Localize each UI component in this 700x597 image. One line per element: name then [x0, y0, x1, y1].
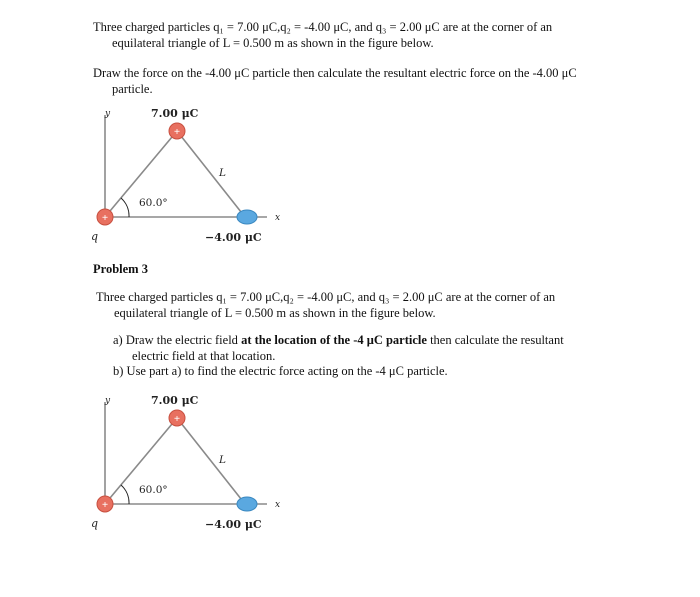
top-charge-label: 7.00 μC: [151, 394, 199, 407]
part-a-prefix: a) Draw the electric field: [113, 333, 242, 347]
problem2-task-line2: particle.: [112, 82, 153, 96]
plus-sign-top: +: [173, 126, 181, 138]
plus-sign-left: +: [101, 212, 109, 224]
triangle-diagram-2: [85, 387, 305, 537]
q-label: q: [91, 517, 99, 530]
problem3-part-b: b) Use part a) to find the electric force acting on the -4 μC particle.: [113, 364, 448, 378]
part-a-bold: at the location of the -4 μC particle: [241, 333, 427, 347]
problem2-task-line1: Draw the force on the -4.00 μC particle then calculate the resultant electric force on the -4.00 μC: [93, 66, 577, 80]
angle-label: 60.0°: [139, 484, 168, 496]
angle-arc: [121, 198, 129, 217]
right-charge-label: −4.00 μC: [205, 518, 262, 531]
q-label: q: [91, 230, 99, 243]
x-axis-label: x: [275, 500, 281, 510]
angle-arc: [121, 485, 129, 504]
x-axis-label: x: [275, 213, 281, 223]
right-charge-label: −4.00 μC: [205, 231, 262, 244]
triangle-right-side: [177, 131, 245, 217]
triangle-diagram-1: [85, 100, 305, 250]
top-charge-label: 7.00 μC: [151, 107, 199, 120]
triangle-figure-2: [85, 387, 305, 537]
problem3-intro-line1: Three charged particles q₁ = 7.00 μC,q₂ = -4.00 μC, and q₃ = 2.00 μC are at the corner of an: [96, 290, 556, 304]
charge-right-negative: [237, 210, 257, 224]
y-axis-label: y: [105, 396, 111, 406]
problem3-heading: Problem 3: [93, 262, 148, 276]
triangle-figure-1: [85, 100, 305, 250]
plus-sign-top: +: [173, 413, 181, 425]
angle-label: 60.0°: [139, 197, 168, 209]
problem2-intro-line2: equilateral triangle of L = 0.500 m as shown in the figure below.: [112, 36, 434, 50]
problem2-intro-line1: Three charged particles q₁ = 7.00 μC,q₂ = -4.00 μC, and q₃ = 2.00 μC are at the corner of an: [93, 20, 553, 34]
problem3-intro-line2: equilateral triangle of L = 0.500 m as shown in the figure below.: [114, 306, 436, 320]
side-length-label: L: [219, 454, 226, 466]
plus-sign-left: +: [101, 499, 109, 511]
side-length-label: L: [219, 167, 226, 179]
problem3-part-a-line2: electric field at that location.: [132, 349, 276, 363]
part-a-suffix: then calculate the resultant: [426, 333, 564, 347]
charge-right-negative: [237, 497, 257, 511]
problem3-part-a-line1: [113, 332, 564, 348]
y-axis-label: y: [105, 109, 111, 119]
triangle-right-side: [177, 418, 245, 504]
